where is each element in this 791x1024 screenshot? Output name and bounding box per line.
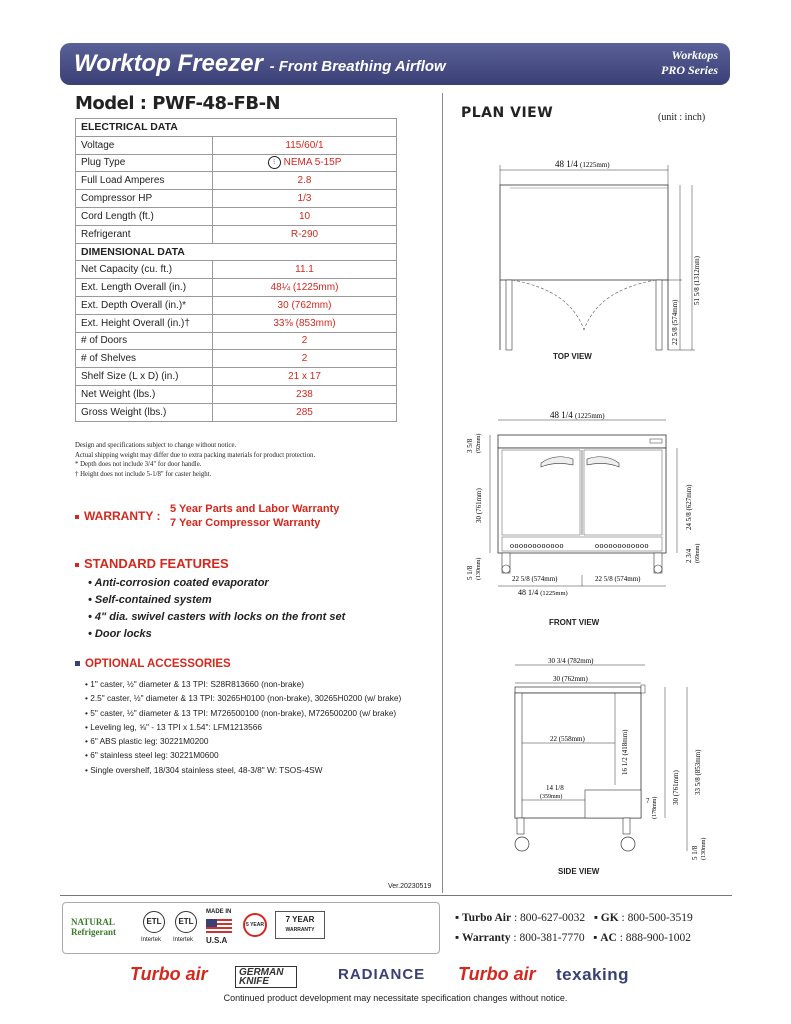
spec-value: 21 x 17 — [213, 368, 397, 386]
spec-value: 285 — [213, 403, 397, 421]
front-view-drawing — [455, 405, 725, 600]
spec-row — [76, 190, 397, 208]
spec-value: 238 — [213, 385, 397, 403]
turbo-air-logo: Turbo air — [130, 964, 208, 984]
spec-row — [76, 368, 397, 386]
spec-label: Shelf Size (L x D) (in.) — [76, 368, 213, 386]
dimension-mm: (130mm) — [701, 837, 707, 860]
brand-logos — [130, 962, 670, 986]
warranty-label: WARRANTY : — [75, 509, 175, 523]
plug-icon: ⁝ — [268, 156, 281, 169]
standard-features-list — [88, 575, 345, 643]
dimension-mm: (69mm) — [695, 543, 701, 563]
feature-item: • 4" dia. swivel casters with locks on the front set — [88, 609, 345, 626]
side-view-drawing — [495, 655, 720, 865]
usa-flag-icon — [206, 919, 232, 933]
accessory-item: • 5" caster, ½" diameter & 13 TPI: M726500100 (non-brake), M726500200 (w/ brake) — [85, 707, 397, 718]
spec-row — [76, 136, 397, 154]
spec-label: # of Shelves — [76, 350, 213, 368]
contact-turbo-air: ▪ Turbo Air : 800-627-0032 — [455, 912, 586, 924]
spec-label: Net Weight (lbs.) — [76, 385, 213, 403]
optional-accessories-title: OPTIONAL ACCESSORIES — [75, 658, 231, 670]
spec-row — [76, 332, 397, 350]
series-line-2: PRO Series — [661, 63, 718, 77]
standard-features-title: STANDARD FEATURES — [75, 556, 229, 571]
dimension-label: 7 — [646, 797, 650, 805]
dimension-label: 22 5/8 (574mm) — [671, 299, 679, 345]
feature-item: • Door locks — [88, 626, 345, 643]
svg-text:48 1/4 (1225mm) — [518, 588, 568, 597]
footer-divider — [60, 895, 732, 896]
dimension-label: 5 1/8 — [691, 845, 699, 860]
dimension-label: 30 (762mm) — [553, 675, 588, 683]
dimension-label: 14 1/8 — [546, 784, 564, 792]
spec-label: Full Load Amperes — [76, 172, 213, 190]
spec-row — [76, 154, 397, 172]
side-worktop — [515, 687, 641, 693]
spec-label: Ext. Length Overall (in.) — [76, 279, 213, 297]
top-view-drawing — [470, 150, 720, 365]
feature-item: • Self-contained system — [88, 592, 345, 609]
note-line: * Depth does not include 3/4" for door handle. — [75, 461, 202, 468]
made-in-label: MADE IN — [206, 909, 232, 915]
dimension-mm: (1225mm) — [580, 161, 610, 169]
top-view-caption: TOP VIEW — [553, 352, 592, 361]
plug-type-value: NEMA 5-15P — [283, 157, 342, 169]
dimension-label: 2 3/4 — [685, 548, 693, 563]
dimension-label: 30 (761mm) — [475, 488, 483, 523]
spec-row — [76, 385, 397, 403]
note-line: † Height does not include 5-1/8" for caster height. — [75, 470, 212, 478]
page-subtitle: - Front Breathing Airflow — [269, 58, 446, 75]
svg-text:48 1/4 (1225mm) — [555, 159, 610, 169]
spec-label: Plug Type — [76, 154, 213, 172]
turbo-air-logo-2: Turbo air — [458, 964, 536, 984]
spec-row — [76, 350, 397, 368]
note-line: Actual shipping weight may differ due to extra packing materials for product protection. — [75, 451, 316, 459]
intertek-label: Intertek — [173, 937, 194, 943]
dimension-label: 22 5/8 (574mm) — [595, 575, 641, 583]
version-label: Ver.20230519 — [388, 883, 432, 890]
accessory-item: • 6" stainless steel leg: 30221M0600 — [85, 750, 219, 761]
side-door — [515, 693, 522, 818]
spec-value: 2 — [213, 350, 397, 368]
spec-label: Ext. Height Overall (in.)† — [76, 314, 213, 332]
warranty-line-2: 7 Year Compressor Warranty — [170, 517, 321, 529]
spec-row — [76, 172, 397, 190]
spec-section-row — [76, 243, 397, 261]
spec-label: Net Capacity (cu. ft.) — [76, 261, 213, 279]
spec-label: Gross Weight (lbs.) — [76, 403, 213, 421]
spec-row — [76, 225, 397, 243]
intertek-label: Intertek — [141, 937, 162, 943]
dimension-mm: (130mm) — [476, 557, 482, 580]
compressor-housing — [585, 790, 641, 818]
radiance-logo: RADIANCE — [338, 966, 426, 983]
spec-row — [76, 314, 397, 332]
caster-front — [517, 818, 524, 834]
unit-top-outline — [500, 185, 668, 280]
model-number: Model : PWF-48-FB-N — [75, 93, 281, 114]
spec-value: 2 — [213, 332, 397, 350]
unit-label: (unit : inch) — [658, 112, 706, 123]
series-label — [661, 48, 718, 78]
seven-year-warranty-icon: 7 YEAR WARRANTY — [275, 911, 325, 939]
feature-item: • Anti-corrosion coated evaporator — [88, 575, 345, 592]
dimension-label: 51 5/8 (1312mm) — [693, 256, 701, 305]
series-line-1: Worktops — [671, 48, 718, 62]
plan-view-title: PLAN VIEW — [461, 105, 554, 121]
spec-row — [76, 261, 397, 279]
contact-numbers — [455, 908, 693, 948]
svg-text:oooooooooooo: oooooooooooo — [510, 541, 564, 550]
control-panel — [650, 439, 662, 443]
contact-warranty: ▪ Warranty : 800-381-7770 — [455, 932, 585, 944]
spec-value: 2.8 — [213, 172, 397, 190]
caster-rear — [623, 818, 630, 834]
spec-value — [213, 154, 397, 172]
five-year-warranty-icon: 5 YEAR — [243, 913, 267, 937]
etl-sanitation-icon: ETL — [175, 911, 197, 933]
spec-value: 115/60/1 — [213, 136, 397, 154]
spec-notes — [75, 441, 315, 479]
dimension-mm: (92mm) — [476, 433, 482, 453]
usa-label: U.S.A — [206, 936, 228, 945]
accessory-item: • Single overshelf, 18/304 stainless steel, 48-3/8" W: TSOS-4SW — [85, 764, 323, 775]
spec-row — [76, 207, 397, 225]
spec-label: Compressor HP — [76, 190, 213, 208]
svg-text:oooooooooooo: oooooooooooo — [595, 541, 649, 550]
footer-note: Continued product development may necessitate specification changes without notice. — [223, 993, 568, 1003]
door-swing-left — [512, 280, 584, 330]
spec-label: Refrigerant — [76, 225, 213, 243]
dimension-label: 3 5/8 — [466, 438, 474, 453]
header-banner — [60, 43, 730, 85]
contact-gk: ▪ GK : 800-500-3519 — [593, 912, 693, 924]
worktop — [498, 435, 666, 448]
dimension-label: 22 (558mm) — [550, 735, 585, 743]
side-view-caption: SIDE VIEW — [558, 867, 600, 876]
contact-ac: ▪ AC : 888-900-1002 — [593, 932, 691, 944]
spec-value: 30 (762mm) — [213, 296, 397, 314]
spec-table — [75, 118, 397, 422]
spec-row — [76, 403, 397, 421]
dimension-label: 48 1/4 — [550, 410, 573, 420]
warranty-line-1: 5 Year Parts and Labor Warranty — [170, 503, 340, 515]
dimension-label: 33 5/8 (853mm) — [694, 749, 702, 795]
natural-refrigerant-badge: NATURAL Refrigerant — [71, 917, 116, 937]
door-left — [506, 280, 512, 350]
dimension-mm: (359mm) — [540, 794, 563, 800]
spec-label: # of Doors — [76, 332, 213, 350]
door-swing-right — [584, 280, 656, 330]
spec-row — [76, 296, 397, 314]
page-title: Worktop Freezer - Front Breathing Airflow — [74, 50, 446, 77]
dimension-mm: (1225mm) — [575, 412, 605, 420]
accessory-item: • 1" caster, ½" diameter & 13 TPI: S28R813660 (non-brake) — [85, 679, 304, 689]
note-line: Design and specifications subject to change without notice. — [75, 442, 237, 449]
spec-value: 11.1 — [213, 261, 397, 279]
dimension-label: 30 (761mm) — [672, 770, 680, 805]
dimension-label: 5 1/8 — [466, 565, 474, 580]
spec-value: 48¼ (1225mm) — [213, 279, 397, 297]
door-right — [656, 280, 662, 350]
accessory-item: • Leveling leg, ⅝" - 13 TPI x 1.54": LFM1213566 — [85, 721, 262, 732]
dimension-mm: (178mm) — [652, 796, 658, 819]
dimension-label: 16 1/2 (418mm) — [621, 729, 629, 775]
spec-section-title: ELECTRICAL DATA — [76, 119, 397, 137]
spec-section-title: DIMENSIONAL DATA — [76, 243, 397, 261]
spec-value: 33⅝ (853mm) — [213, 314, 397, 332]
column-divider — [442, 93, 443, 893]
spec-value: 10 — [213, 207, 397, 225]
dimension-label: 24 5/8 (627mm) — [685, 484, 693, 530]
spec-value: 1/3 — [213, 190, 397, 208]
certification-badges — [62, 902, 440, 954]
front-view-caption: FRONT VIEW — [549, 618, 600, 627]
spec-label: Cord Length (ft.) — [76, 207, 213, 225]
german-knife-logo: GERMAN KNIFE — [235, 966, 297, 988]
spec-section-row — [76, 119, 397, 137]
optional-accessories-list — [85, 677, 415, 777]
spec-row — [76, 279, 397, 297]
dimension-mm: (1225mm) — [540, 590, 568, 597]
spec-label: Ext. Depth Overall (in.)* — [76, 296, 213, 314]
accessory-item: • 2.5" caster, ½" diameter & 13 TPI: 30265H0100 (non-brake), 30265H0200 (w/ brake) — [85, 693, 402, 704]
dimension-label: 22 5/8 (574mm) — [512, 575, 558, 583]
etl-icon: ETL — [143, 911, 165, 933]
spec-label: Voltage — [76, 136, 213, 154]
texaking-logo: texaking — [556, 965, 629, 984]
dimension-label: 48 1/4 — [555, 159, 578, 169]
dimension-label: 30 3/4 (782mm) — [548, 657, 594, 665]
spec-value: R-290 — [213, 225, 397, 243]
accessory-item: • 6" ABS plastic leg: 30221M0200 — [85, 736, 209, 747]
svg-text:48 1/4 (1225mm) — [550, 410, 605, 420]
dimension-label: 48 1/4 — [518, 588, 539, 597]
